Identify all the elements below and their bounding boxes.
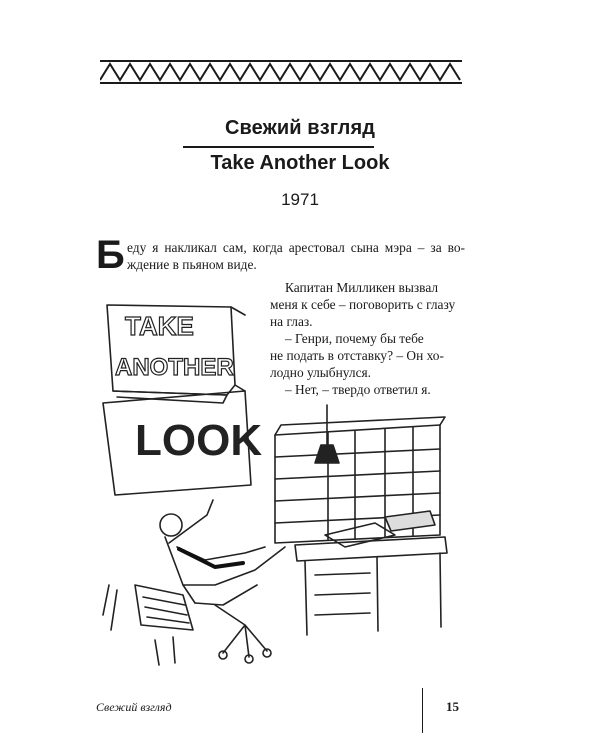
- chapter-year: 1971: [281, 190, 319, 209]
- text-line: ждение в пьяном виде.: [127, 257, 257, 272]
- footer-divider: [422, 688, 423, 733]
- title-divider: [183, 146, 374, 148]
- text-line: меня к себе – поговорить с глазу: [270, 297, 456, 312]
- running-title: Свежий взгляд: [96, 700, 172, 714]
- chapter-title-russian: Свежий взгляд: [224, 117, 376, 139]
- sign-text-look: LOOK: [135, 416, 263, 465]
- chapter-title-english: Take Another Look: [210, 152, 390, 174]
- drop-cap: Б: [96, 233, 125, 277]
- page-number: 15: [446, 699, 459, 714]
- sign-text-another: ANOTHER: [115, 354, 234, 381]
- sign-text-take: TAKE: [125, 311, 194, 341]
- text-line: – Генри, почему бы тебе: [285, 331, 424, 346]
- tipping-chair: [135, 585, 193, 630]
- illustration: [95, 285, 456, 670]
- text-line: на глаз.: [270, 314, 313, 329]
- text-line: лодно улыбнулся.: [270, 365, 372, 380]
- text-line: – Нет, – твердо ответил я.: [285, 382, 431, 397]
- text-line: Капитан Милликен вызвал: [285, 280, 439, 295]
- text-line: еду я накликал сам, когда арестовал сына мэра – за во-: [127, 240, 465, 255]
- text-line: не подать в отставку? – Он хо-: [270, 348, 444, 363]
- falling-man: [160, 514, 182, 536]
- decorative-zigzag-border: [100, 58, 462, 86]
